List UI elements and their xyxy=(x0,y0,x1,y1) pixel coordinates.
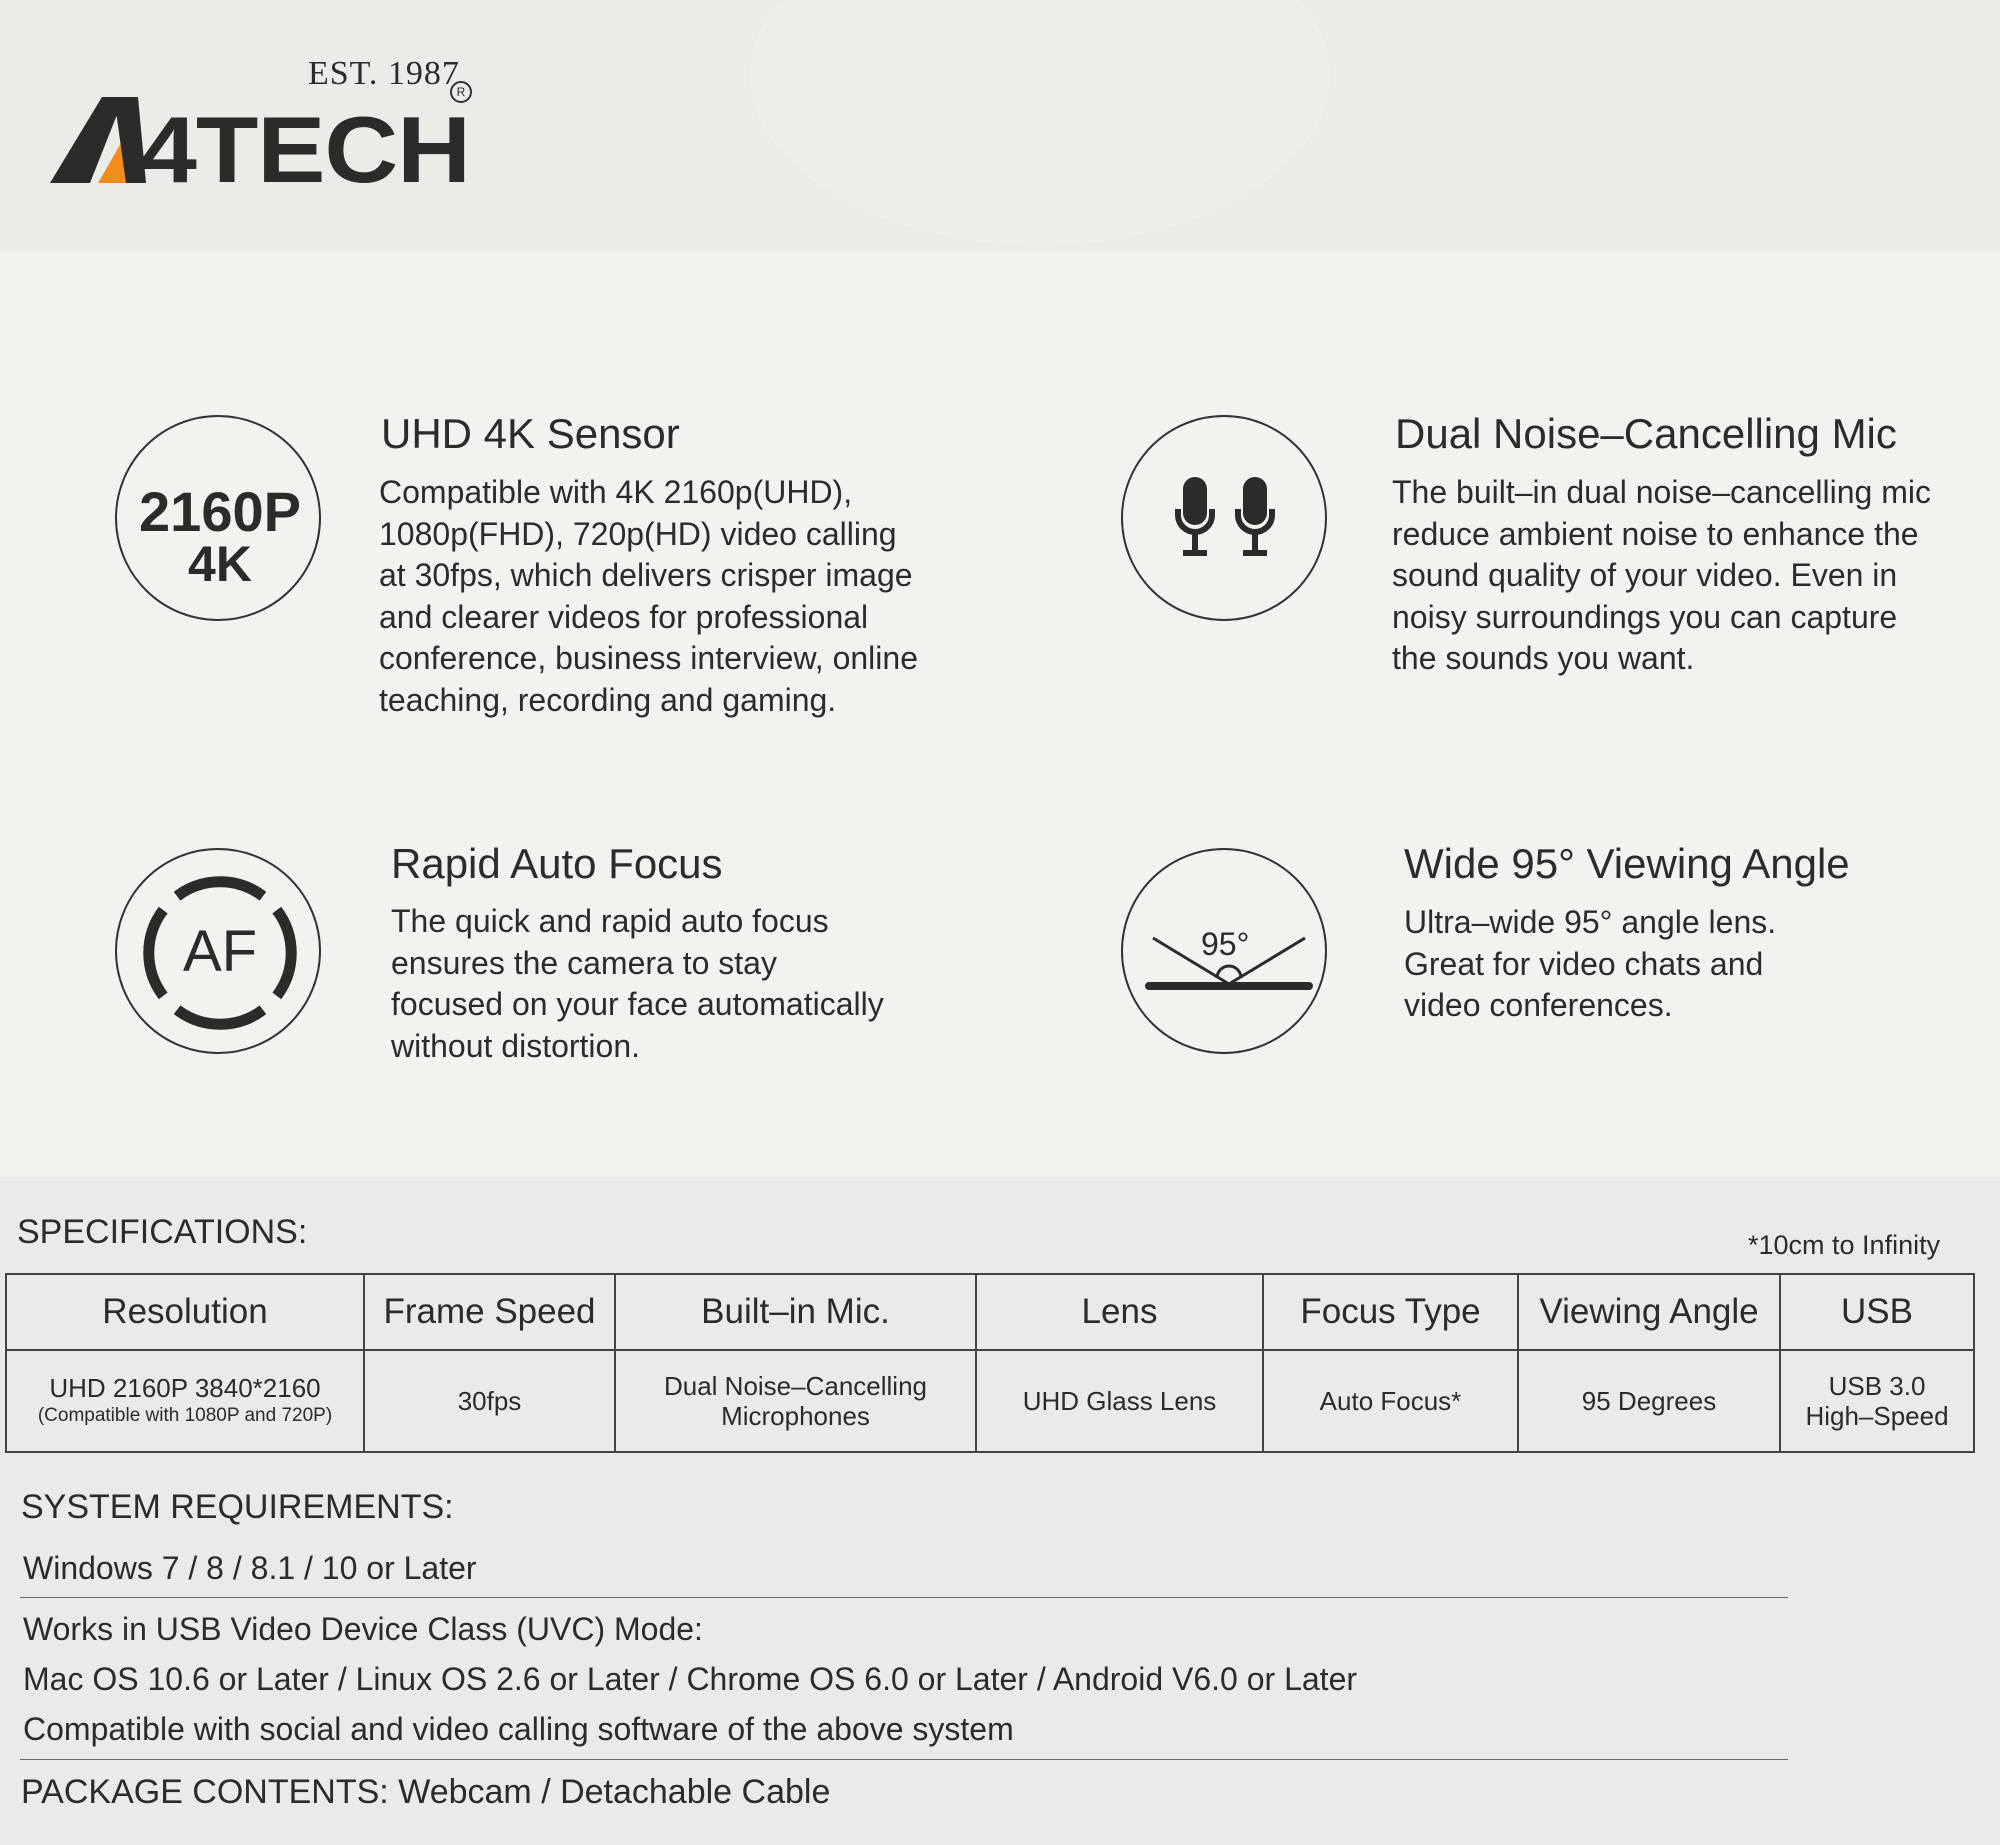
divider xyxy=(20,1597,1788,1598)
a4tech-logo-mark xyxy=(50,75,480,195)
table-row xyxy=(6,1350,1974,1452)
brand-est: EST. 1987 xyxy=(308,55,460,92)
column-header: Resolution xyxy=(6,1274,364,1350)
brand-logo xyxy=(50,55,500,195)
other-os-requirement: Mac OS 10.6 or Later / Linux OS 2.6 or Later / Chrome OS 6.0 or Later / Android V6.0 or Later xyxy=(23,1661,1358,1697)
specifications-table xyxy=(5,1273,1975,1453)
column-header: Lens xyxy=(976,1274,1263,1350)
registered-mark-icon: R xyxy=(450,81,472,103)
viewing-angle-icon xyxy=(1121,848,1327,1054)
feature-title-viewing-angle: Wide 95° Viewing Angle xyxy=(1404,840,1850,887)
package-contents xyxy=(21,1773,830,1812)
package-contents-label: PACKAGE CONTENTS: xyxy=(21,1773,389,1811)
resolution-compat: (Compatible with 1080P and 720P) xyxy=(37,1405,333,1426)
focus-range-note: *10cm to Infinity xyxy=(1748,1230,1941,1260)
package-contents-items: Webcam / Detachable Cable xyxy=(398,1773,831,1811)
microphone-icon xyxy=(1171,475,1281,565)
feature-title-dual-mic: Dual Noise–Cancelling Mic xyxy=(1395,410,1897,457)
feature-text-auto-focus: The quick and rapid auto focus ensures the camera to stay focused on your face automatically without distortion. xyxy=(391,903,884,1064)
resolution-badge-icon xyxy=(115,415,321,621)
feature-title-uhd-sensor: UHD 4K Sensor xyxy=(381,410,680,457)
autofocus-icon xyxy=(115,848,321,1054)
column-header: USB xyxy=(1780,1274,1974,1350)
viewing-angle-cell: 95 Degrees xyxy=(1518,1350,1780,1452)
dual-microphone-icon xyxy=(1121,415,1327,621)
feature-text-uhd-sensor: Compatible with 4K 2160p(UHD), 1080p(FHD), 720p(HD) video calling at 30fps, which delivers crisper image and clearer videos for professional conference, business interview, online teaching, recording and gaming. xyxy=(379,474,918,718)
resolution-cell xyxy=(6,1350,364,1452)
resolution-value: UHD 2160P 3840*2160 xyxy=(49,1373,321,1403)
mic-cell xyxy=(615,1350,976,1452)
software-compatibility: Compatible with social and video calling software of the above system xyxy=(23,1711,1014,1747)
lens-cell: UHD Glass Lens xyxy=(976,1350,1263,1452)
af-label: AF xyxy=(182,919,258,984)
uvc-mode-requirement: Works in USB Video Device Class (UVC) Mode: xyxy=(23,1611,703,1647)
usb-value-line2: High–Speed xyxy=(1805,1401,1949,1431)
column-header: Built–in Mic. xyxy=(615,1274,976,1350)
table-header-row xyxy=(6,1274,1974,1350)
column-header: Viewing Angle xyxy=(1518,1274,1780,1350)
divider xyxy=(20,1759,1788,1760)
usb-cell xyxy=(1780,1350,1974,1452)
feature-text-dual-mic: The built–in dual noise–cancelling mic reduce ambient noise to enhance the sound quality of your video. Even in noisy surroundings you can capture the sounds you want. xyxy=(1392,474,1931,676)
system-requirements-heading: SYSTEM REQUIREMENTS: xyxy=(21,1488,454,1526)
feature-text-viewing-angle: Ultra–wide 95° angle lens. Great for video chats and video conferences. xyxy=(1404,904,1777,1023)
column-header: Focus Type xyxy=(1263,1274,1518,1350)
badge-2160p: 2160P xyxy=(139,480,301,543)
feature-title-auto-focus: Rapid Auto Focus xyxy=(391,840,723,887)
mic-value-line1: Dual Noise–Cancelling xyxy=(663,1371,928,1401)
usb-value-line1: USB 3.0 xyxy=(1828,1371,1926,1401)
focus-type-cell: Auto Focus* xyxy=(1263,1350,1518,1452)
mic-value-line2: Microphones xyxy=(721,1401,870,1431)
badge-4k: 4K xyxy=(188,536,252,592)
frame-speed-cell: 30fps xyxy=(364,1350,615,1452)
column-header: Frame Speed xyxy=(364,1274,615,1350)
svg-text:4TECH: 4TECH xyxy=(140,97,470,195)
windows-requirement: Windows 7 / 8 / 8.1 / 10 or Later xyxy=(23,1550,477,1586)
angle-label: 95° xyxy=(1201,926,1250,962)
specifications-heading: SPECIFICATIONS: xyxy=(17,1213,308,1251)
